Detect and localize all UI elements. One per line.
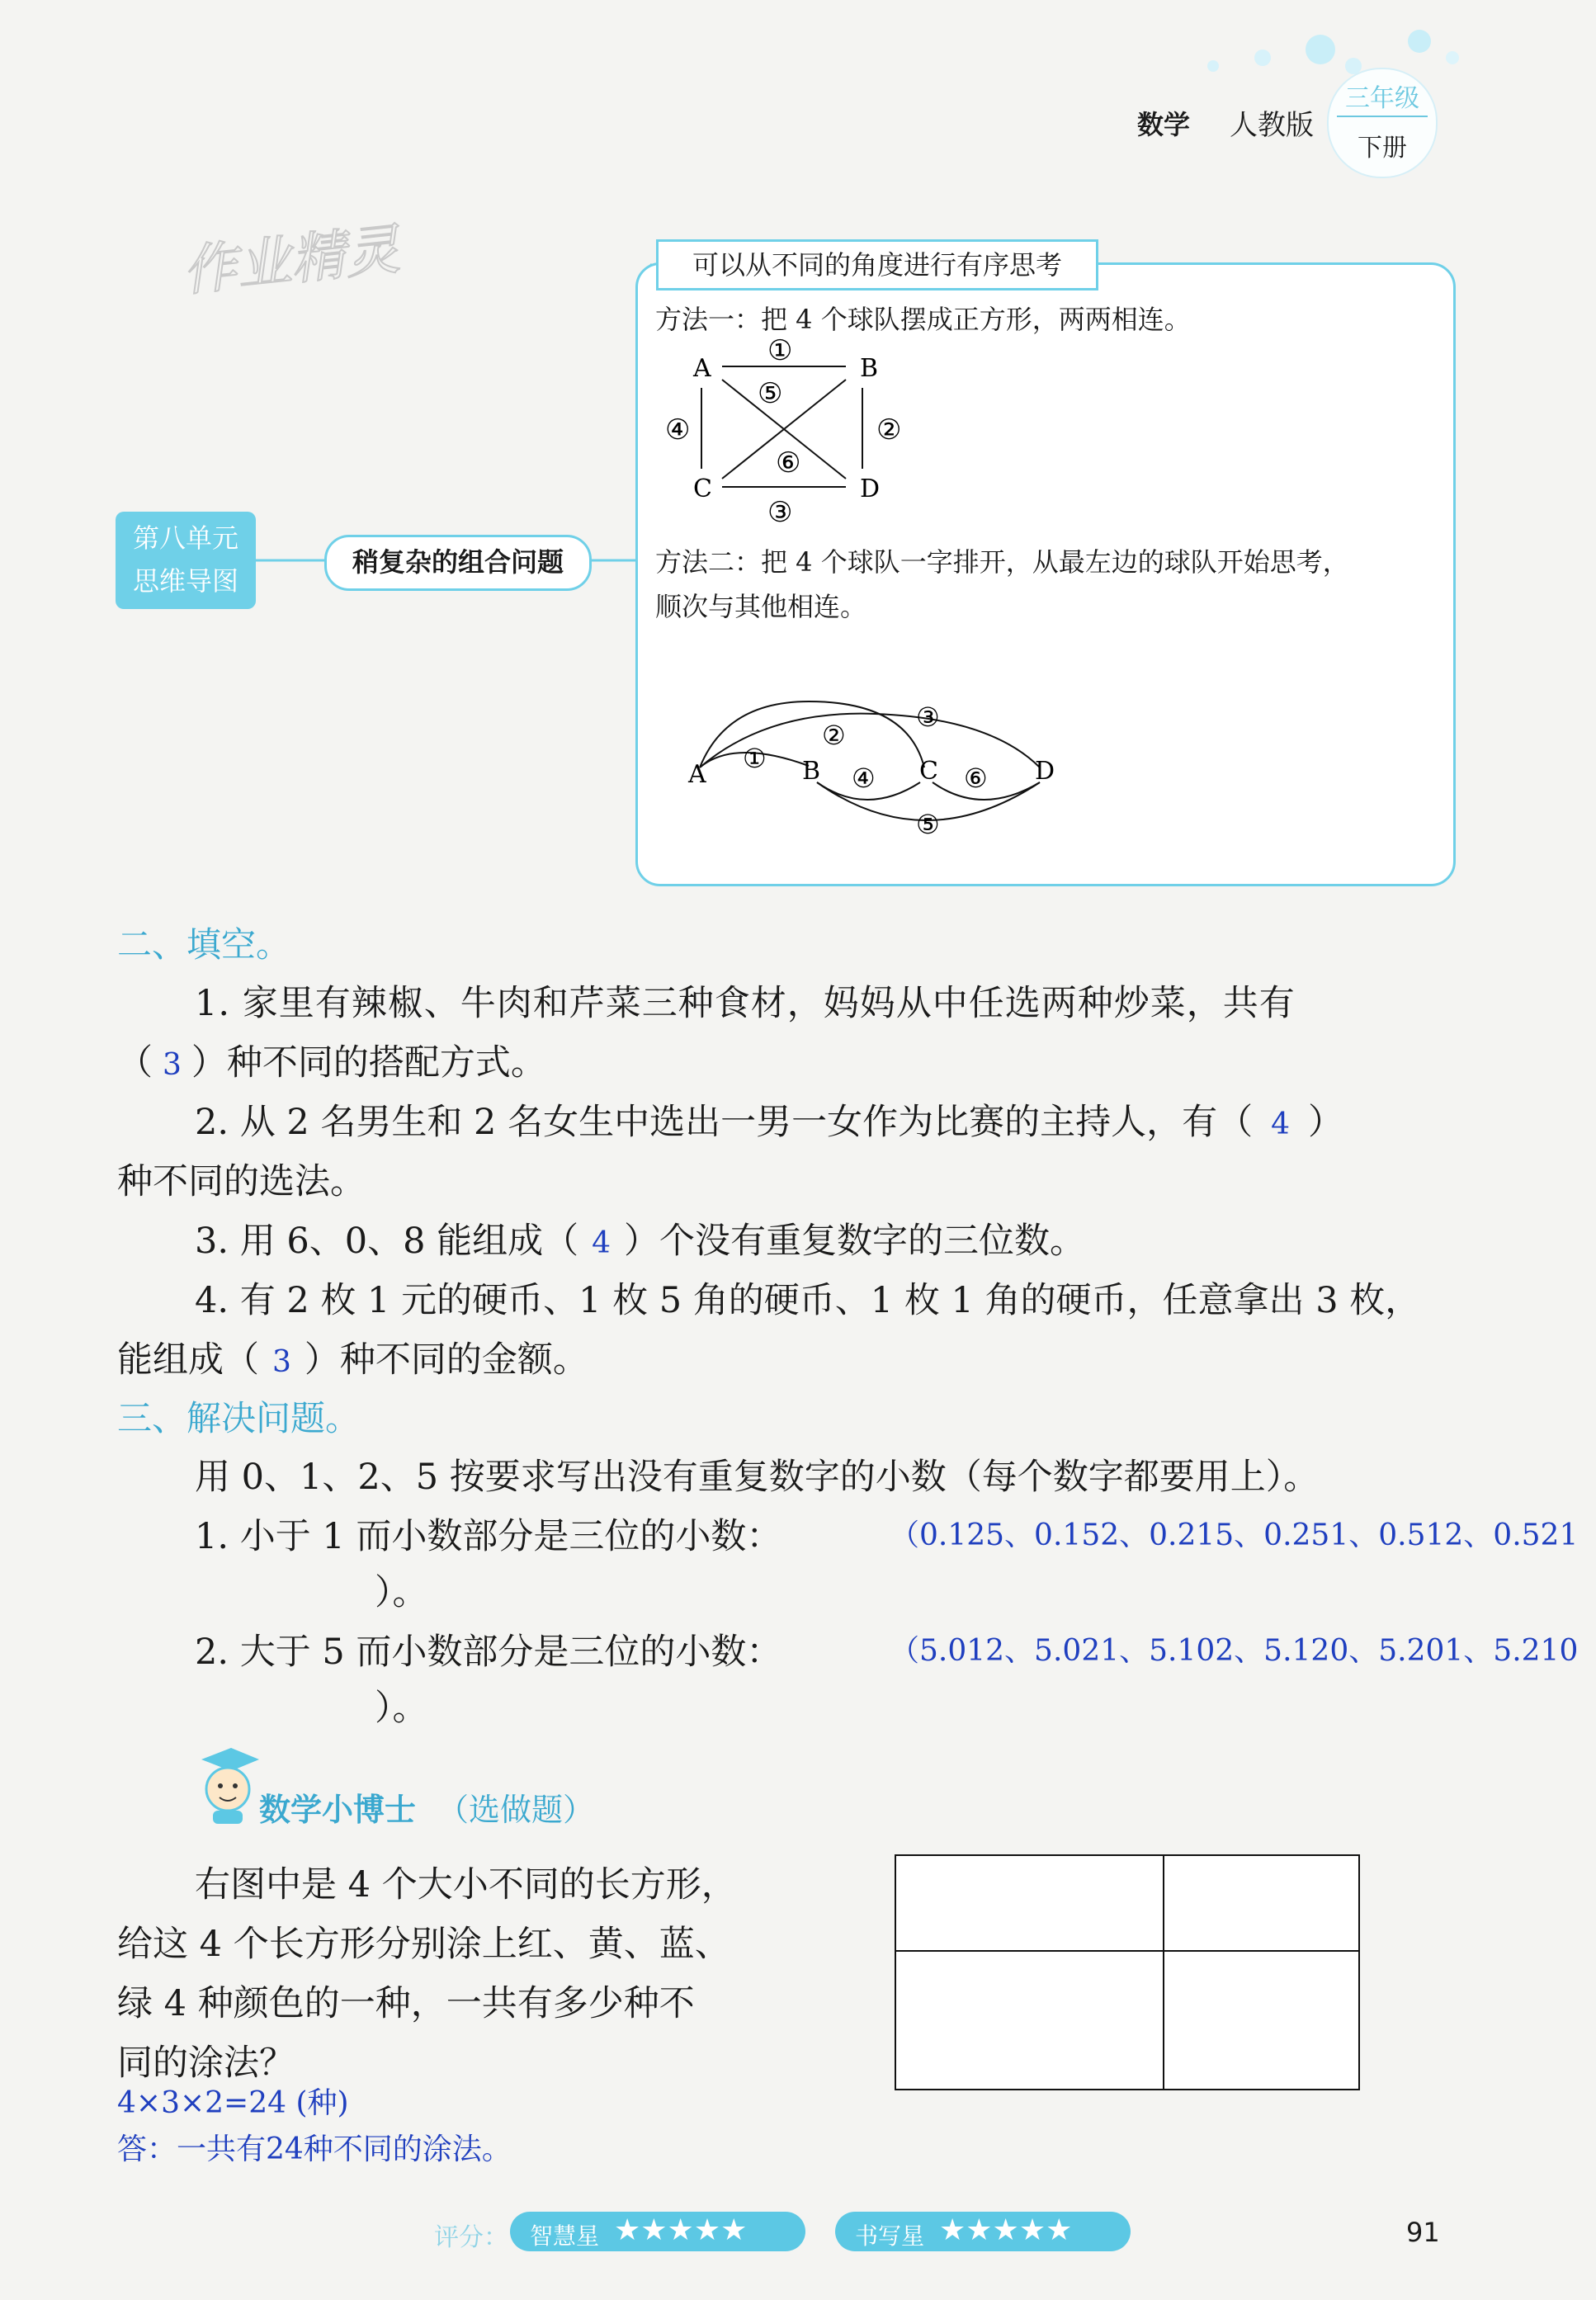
rectangle-figure bbox=[891, 1849, 1370, 2096]
wisdom-stars: ★★★★★ bbox=[614, 2213, 748, 2247]
arc-edge-3: ③ bbox=[916, 701, 940, 733]
wisdom-label: 智慧星 bbox=[530, 2222, 600, 2250]
doctor-mascot-icon bbox=[195, 1743, 261, 1825]
q2-text: 2. 从 2 名男生和 2 名女生中选出一男一女作为比赛的主持人，有（ bbox=[195, 1102, 1254, 1143]
unit-label-line2: 思维导图 bbox=[132, 565, 238, 597]
arc-edge-4: ④ bbox=[852, 763, 876, 794]
writing-label: 书写星 bbox=[855, 2222, 925, 2250]
method2-line2: 顺次与其他相连。 bbox=[655, 591, 867, 622]
method-box-title: 可以从不同的角度进行有序思考 bbox=[656, 239, 1098, 290]
q3-close: ）个没有重复数字的三位数。 bbox=[624, 1221, 1086, 1262]
topic-box: 稍复杂的组合问题 bbox=[324, 535, 592, 591]
method2-line1: 方法二：把 4 个球队一字排开，从最左边的球队开始思考， bbox=[655, 546, 1349, 578]
node-d: D bbox=[860, 475, 881, 503]
q4-line2 bbox=[117, 1332, 588, 1382]
header-edition: 人教版 bbox=[1230, 109, 1314, 142]
edge-2: ② bbox=[876, 413, 902, 446]
volume-label: 下册 bbox=[1358, 134, 1407, 163]
arc-node-b: B bbox=[802, 757, 821, 786]
node-b: B bbox=[860, 354, 879, 383]
q2-line1 bbox=[195, 1094, 1343, 1145]
q3-text: 3. 用 6、0、8 能组成（ bbox=[195, 1221, 579, 1262]
q1-line2-rest: ）种不同的搭配方式。 bbox=[191, 1042, 546, 1084]
edge-5: ⑤ bbox=[758, 377, 783, 410]
q1-paren-open: （ bbox=[117, 1042, 153, 1084]
q2-answer: 4 bbox=[1271, 1107, 1290, 1141]
method1-text: 方法一：把 4 个球队摆成正方形，两两相连。 bbox=[655, 304, 1191, 335]
edge-4: ④ bbox=[665, 413, 691, 446]
s3-q2-answer: （5.012、5.021、5.102、5.120、5.201、5.210 bbox=[890, 1634, 1579, 1668]
arc-node-a: A bbox=[688, 760, 706, 789]
bonus-text-line1: 右图中是 4 个大小不同的长方形， bbox=[195, 1864, 737, 1906]
arc-edge-5: ⑤ bbox=[916, 809, 940, 840]
page-number: 91 bbox=[1406, 2217, 1440, 2248]
arc-edge-6: ⑥ bbox=[964, 763, 988, 794]
watermark: 作业精灵 bbox=[179, 217, 403, 304]
unit-label-line1: 第八单元 bbox=[132, 522, 238, 554]
wisdom-star-badge bbox=[510, 2212, 805, 2251]
arc-edge-2: ② bbox=[822, 720, 846, 751]
section3-heading: 三、解决问题。 bbox=[117, 1398, 361, 1438]
bonus-tag: （选做题） bbox=[437, 1792, 595, 1828]
bonus-answer-text: 答：一共有24种不同的涂法。 bbox=[117, 2132, 512, 2166]
bonus-text-line3: 绿 4 种颜色的一种，一共有多少种不 bbox=[117, 1983, 695, 2024]
bonus-text-line4: 同的涂法？ bbox=[117, 2043, 295, 2084]
bonus-text-line2: 给这 4 个长方形分别涂上红、黄、蓝、 bbox=[117, 1924, 730, 1965]
grade-label: 三年级 bbox=[1337, 78, 1428, 117]
s3-q2-close: ）。 bbox=[375, 1688, 428, 1729]
q1-line2 bbox=[117, 1035, 546, 1085]
bonus-answer-calc: 4×3×2=24 (种) bbox=[117, 2086, 349, 2120]
header-subject: 数学 bbox=[1137, 109, 1191, 140]
edge-3: ③ bbox=[767, 496, 793, 529]
square-diagram bbox=[644, 330, 941, 536]
score-label: 评分： bbox=[434, 2223, 508, 2252]
edge-6: ⑥ bbox=[776, 446, 801, 479]
q4-line1: 4. 有 2 枚 1 元的硬币、1 枚 5 角的硬币、1 枚 1 角的硬币，任意拿出 3 枚， bbox=[195, 1280, 1421, 1321]
q3-answer: 4 bbox=[592, 1226, 611, 1260]
q1-line1: 1. 家里有辣椒、牛肉和芹菜三种食材，妈妈从中任选两种炒菜，共有 bbox=[195, 983, 1296, 1024]
section3-intro: 用 0、1、2、5 按要求写出没有重复数字的小数（每个数字都要用上）。 bbox=[195, 1457, 1320, 1498]
edge-1: ① bbox=[767, 334, 793, 367]
s3-q1-close: ）。 bbox=[375, 1572, 428, 1613]
bonus-heading: 数学小博士 bbox=[259, 1792, 417, 1828]
q3-line bbox=[195, 1213, 1085, 1263]
arc-edge-1: ① bbox=[743, 743, 767, 774]
s3-q2-text: 2. 大于 5 而小数部分是三位的小数： bbox=[195, 1632, 782, 1673]
writing-stars: ★★★★★ bbox=[939, 2213, 1073, 2247]
s3-q1-text: 1. 小于 1 而小数部分是三位的小数： bbox=[195, 1516, 782, 1557]
q4-close: ）种不同的金额。 bbox=[304, 1339, 588, 1381]
node-a: A bbox=[693, 354, 711, 383]
arc-node-d: D bbox=[1035, 757, 1055, 786]
q1-answer: 3 bbox=[163, 1048, 182, 1082]
q2-line2: 种不同的选法。 bbox=[117, 1161, 366, 1202]
q4-answer: 3 bbox=[272, 1345, 291, 1379]
node-c: C bbox=[693, 475, 712, 503]
section2-heading: 二、填空。 bbox=[117, 924, 291, 965]
arc-diagram bbox=[677, 693, 1073, 858]
q2-close: ） bbox=[1308, 1102, 1343, 1143]
arc-node-c: C bbox=[919, 757, 938, 786]
q4-open: 能组成（ bbox=[117, 1339, 259, 1381]
writing-star-badge bbox=[835, 2212, 1131, 2251]
s3-q1-answer: （0.125、0.152、0.215、0.251、0.512、0.521 bbox=[890, 1518, 1579, 1552]
